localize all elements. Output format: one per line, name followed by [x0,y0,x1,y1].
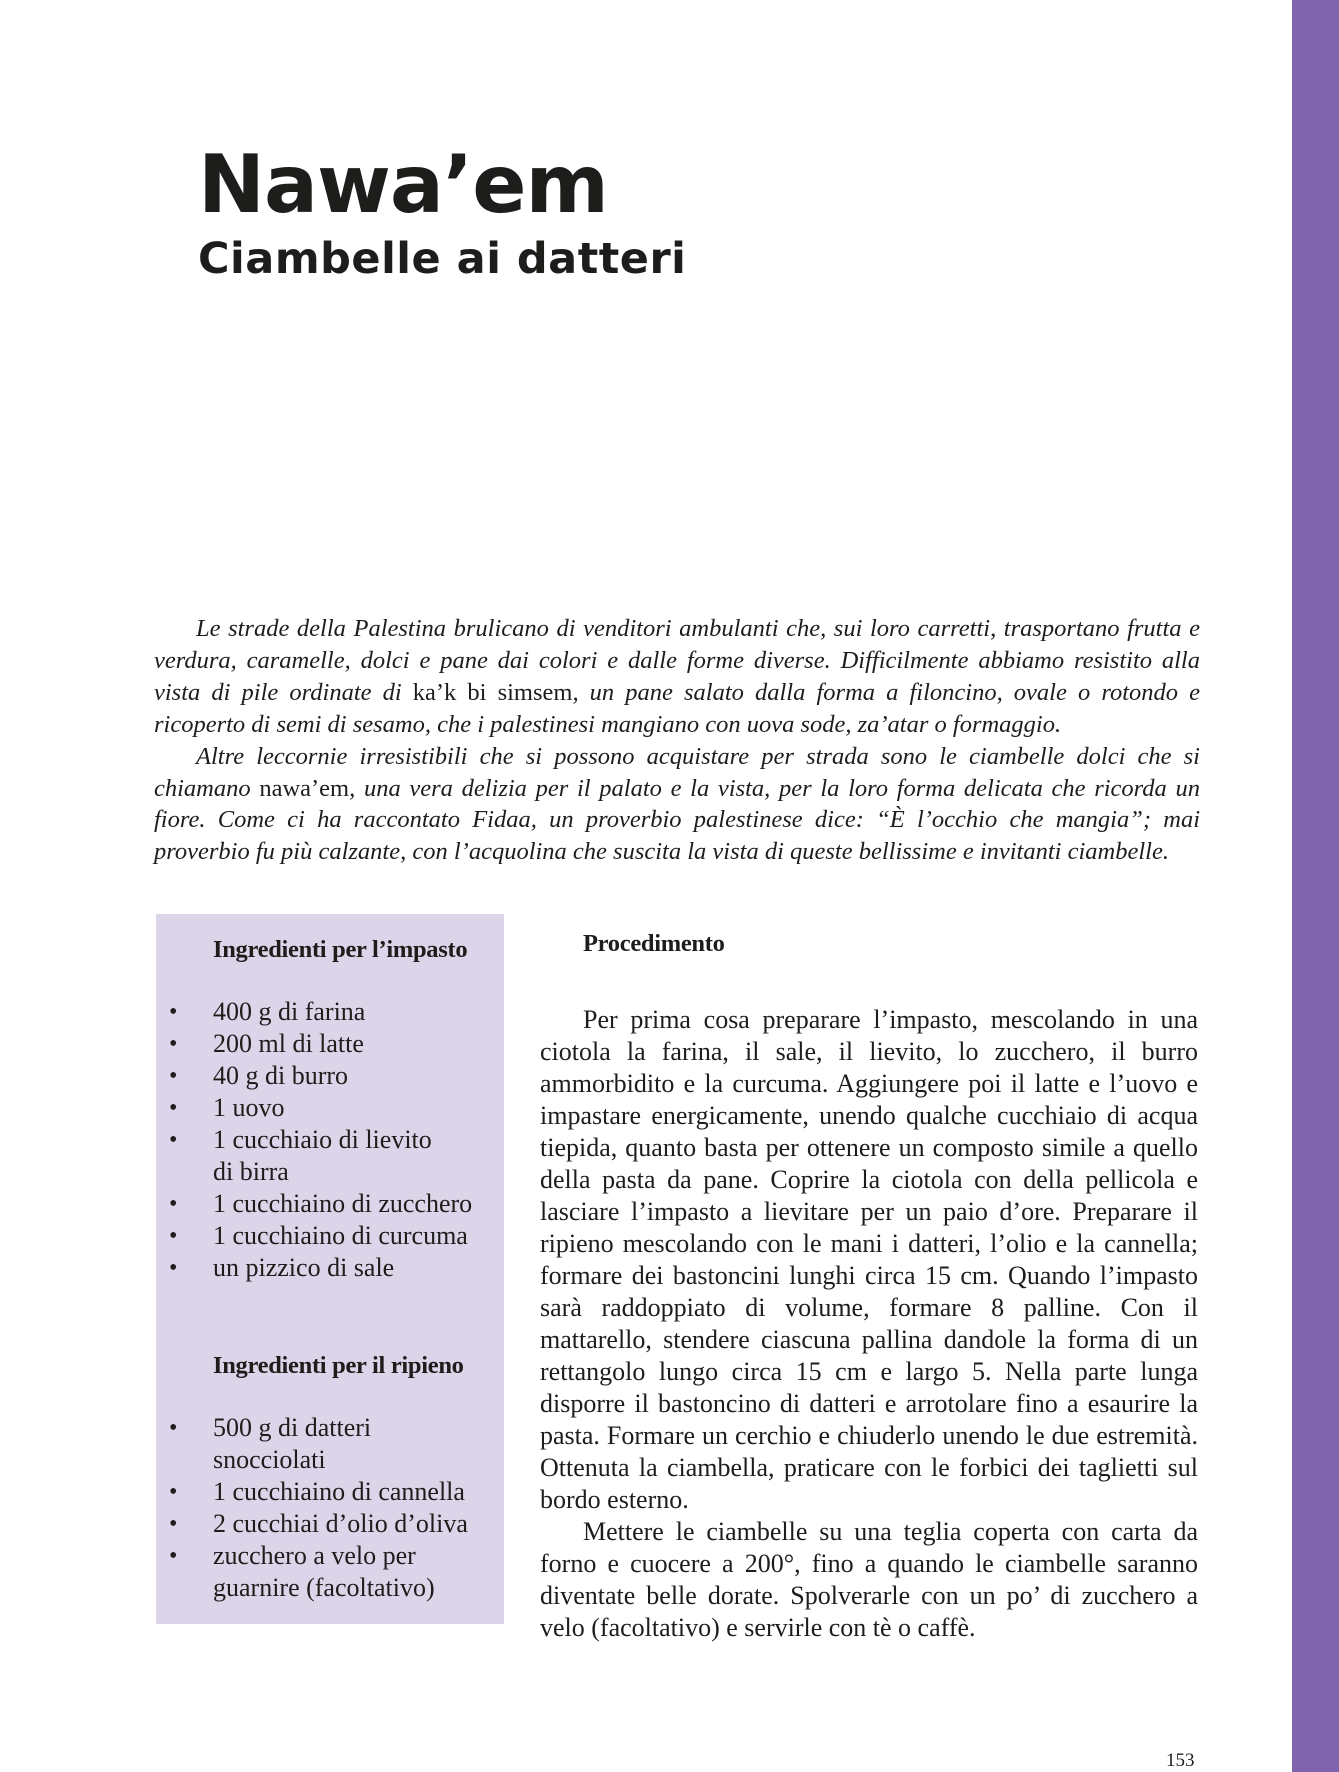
bullet: • [169,1255,178,1281]
bullet: • [169,1415,178,1441]
ingredients-box [156,914,504,1624]
intro-text-span: , un pane salato dalla forma a filoncino, ovale o rotondo e ricoperto di semi di sesamo, che i palestinesi mangiano con uova sode, za’atar o formaggio. [154,678,1200,738]
bullet: • [169,1543,178,1569]
intro-term: nawa’em [259,774,350,802]
ingredient-text: 40 g di burro [213,1061,349,1090]
list-item [169,1188,498,1220]
recipe-title: Nawa’em [198,138,608,231]
procedure-body [540,1004,1198,1644]
list-item [169,1412,393,1476]
list-item [169,1124,458,1188]
list-item [169,1252,498,1284]
dough-ingredients-list [169,996,498,1284]
list-item [169,1508,498,1540]
dough-ingredients-heading: Ingredienti per l’impasto [213,936,468,963]
list-item [169,1028,498,1060]
intro-paragraph [154,613,1200,741]
intro-term: ka’k bi simsem [412,678,573,706]
intro-paragraph [154,741,1200,869]
bullet: • [169,1127,178,1153]
bullet: • [169,1223,178,1249]
bullet: • [169,1479,178,1505]
intro-text-span: , una vera delizia per il palato e la vista, per la loro forma delicata che ricorda un fiore. Come ci ha raccontato Fidaa, un proverbio palestinese dice: “È l’occhio che mangia”; mai proverbio fu più calzante, con l’acquolina che suscita la vista di queste bellissime e invitanti ciambelle. [154,774,1200,866]
list-item [169,1092,498,1124]
ingredient-text: 400 g di farina [213,997,366,1026]
list-item [169,1476,498,1508]
bullet: • [169,999,178,1025]
ingredient-text: un pizzico di sale [213,1253,395,1282]
filling-ingredients-list [169,1412,498,1604]
list-item [169,1540,453,1604]
ingredient-text: 1 uovo [213,1093,285,1122]
procedure-paragraph: Mettere le ciambelle su una teglia coperta con carta da forno e cuocere a 200°, fino a quando le ciambelle saranno diventate belle dorate. Spolverarle con un po’ di zucchero a velo (facoltativo) e servirle con tè o caffè. [540,1517,1198,1642]
procedure-heading: Procedimento [583,930,725,957]
ingredient-text: 1 cucchiaino di curcuma [213,1221,468,1250]
procedure-paragraph: Per prima cosa preparare l’impasto, mescolando in una ciotola la farina, il sale, il lievito, lo zucchero, il burro ammorbidito e la curcuma. Aggiungere poi il latte e l’uovo e impastare energicamente, unendo qualche cucchiaio di acqua tiepida, quanto basta per ottenere un composto simile a quello della pasta da pane. Coprire la ciotola con della pellicola e lasciare l’impasto a lievitare per un paio d’ore. Preparare il ripieno mescolando con le mani i datteri, l’olio e la cannella; formare dei bastoncini lunghi circa 15 cm. Quando l’impasto sarà raddoppiato di volume, formare 8 palline. Con il mattarello, stendere ciascuna pallina dandole la forma di un rettangolo lungo circa 15 cm e largo 5. Nella parte lunga disporre il bastoncino di datteri e arrotolare fino a esaurire la pasta. Formare un cerchio e chiuderlo unendo le due estremità. Ottenuta la ciambella, praticare con le forbici dei taglietti sul bordo esterno. [540,1005,1198,1514]
bullet: • [169,1031,178,1057]
ingredient-text: zucchero a velo per guarnire (facoltativo) [213,1541,435,1602]
ingredient-text: 2 cucchiai d’olio d’oliva [213,1509,468,1538]
ingredient-text: 500 g di datteri snocciolati [213,1413,372,1474]
side-color-band [1292,0,1339,1772]
intro-text-span: Le strade della Palestina brulicano di venditori ambulanti che, sui loro carretti, trasportano frutta e verdura, caramelle, dolci e pane dai colori e dalle forme diverse. Difficilmente abbiamo resistito alla vista di pile ordinate di [154,615,1200,706]
title-block [198,138,686,286]
ingredient-text: 1 cucchiaio di lievito di birra [213,1125,432,1186]
list-item [169,996,498,1028]
page-number: 153 [1166,1750,1195,1771]
bullet: • [169,1063,178,1089]
bullet: • [169,1191,178,1217]
ingredient-text: 200 ml di latte [213,1029,364,1058]
list-item [169,1060,498,1092]
list-item [169,1220,498,1252]
ingredient-text: 1 cucchiaino di zucchero [213,1189,473,1218]
intro-text [154,613,1200,868]
bullet: • [169,1511,178,1537]
filling-ingredients-heading: Ingredienti per il ripieno [213,1352,464,1379]
bullet: • [169,1095,178,1121]
recipe-subtitle: Ciambelle ai datteri [198,234,687,284]
procedure-section [540,928,1198,1644]
intro-text-span: Altre leccornie irresistibili che si possono acquistare per strada sono le ciambelle dolci che si chiamano [154,742,1200,802]
ingredient-text: 1 cucchiaino di cannella [213,1477,465,1506]
